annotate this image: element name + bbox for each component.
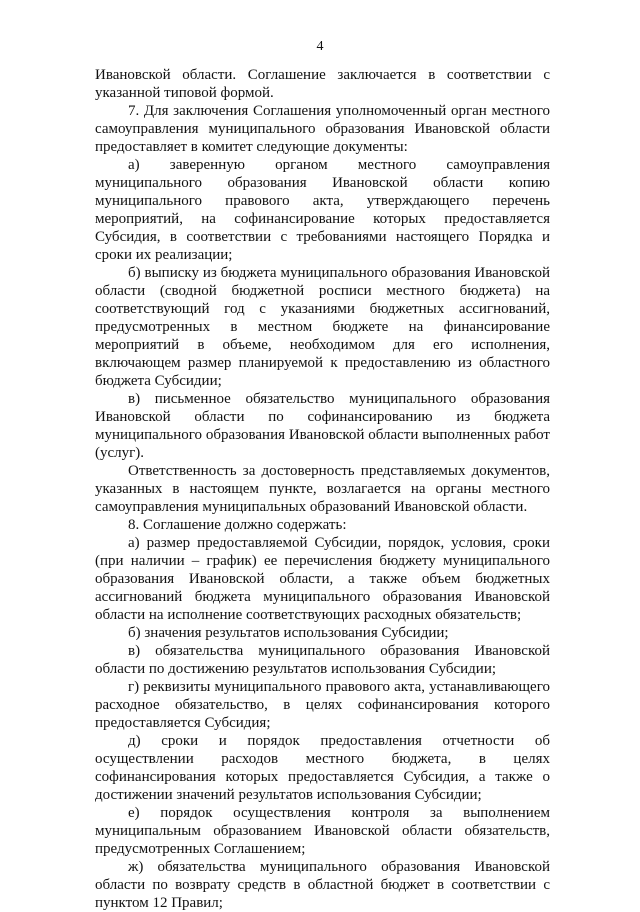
paragraph-item-8d: д) сроки и порядок предоставления отчетности об осуществлении расходов местного бюджета, в целях софинансирования которых предоставляется Субсидия, а также о достижении значений результатов использования Субсидии;	[95, 733, 550, 803]
paragraph-item-7a: а) заверенную органом местного самоуправления муниципального образования Ивановской области копию муниципального правового акта, утверждающего перечень мероприятий, на софинансирование которых предоставляется Субсидия, в соответствии с требованиями настоящего Порядка и сроки их реализации;	[95, 157, 550, 263]
paragraph-item-8: 8. Соглашение должно содержать:	[128, 517, 347, 533]
document-body	[95, 66, 550, 912]
paragraph-item-7v: в) письменное обязательство муниципального образования Ивановской области по софинансированию из бюджета муниципального образования Ивановской области выполненных работ (услуг).	[95, 391, 550, 461]
paragraph-item-8e: е) порядок осуществления контроля за выполнением муниципальным образованием Ивановской области обязательств, предусмотренных Соглашением;	[95, 805, 550, 857]
paragraph-continuation: Ивановской области. Соглашение заключается в соответствии с указанной типовой формой.	[95, 67, 550, 101]
paragraph-item-8b: б) значения результатов использования Субсидии;	[128, 625, 449, 641]
paragraph-item-8zh: ж) обязательства муниципального образования Ивановской области по возврату средств в областной бюджет в соответствии с пунктом 12 Правил;	[95, 859, 550, 911]
paragraph-item-8a: а) размер предоставляемой Субсидии, порядок, условия, сроки (при наличии – график) ее перечисления бюджету муниципального образования Ивановской области, а также объем бюджетных ассигнований бюджета муниципального образования Ивановской области на исполнение соответствующих расходных обязательств;	[95, 535, 550, 623]
paragraph-item-7: 7. Для заключения Соглашения уполномоченный орган местного самоуправления муниципального образования Ивановской области предоставляет в комитет следующие документы:	[95, 103, 550, 155]
paragraph-item-7b: б) выписку из бюджета муниципального образования Ивановской области (сводной бюджетной росписи местного бюджета) на соответствующий год с указаниями бюджетных ассигнований, предусмотренных в местном бюджете на финансирование мероприятий в объеме, необходимом для его исполнения, включающем размер планируемой к предоставлению из областного бюджета Субсидии;	[95, 265, 550, 389]
paragraph-responsibility: Ответственность за достоверность представляемых документов, указанных в настоящем пункте, возлагается на органы местного самоуправления муниципальных образований Ивановской области.	[95, 463, 550, 515]
paragraph-item-8v: в) обязательства муниципального образования Ивановской области по достижению результатов использования Субсидии;	[95, 643, 550, 677]
page-number: 4	[316, 39, 324, 54]
paragraph-item-8g: г) реквизиты муниципального правового акта, устанавливающего расходное обязательство, в целях софинансирования которого предоставляется Субсидия;	[95, 679, 550, 731]
